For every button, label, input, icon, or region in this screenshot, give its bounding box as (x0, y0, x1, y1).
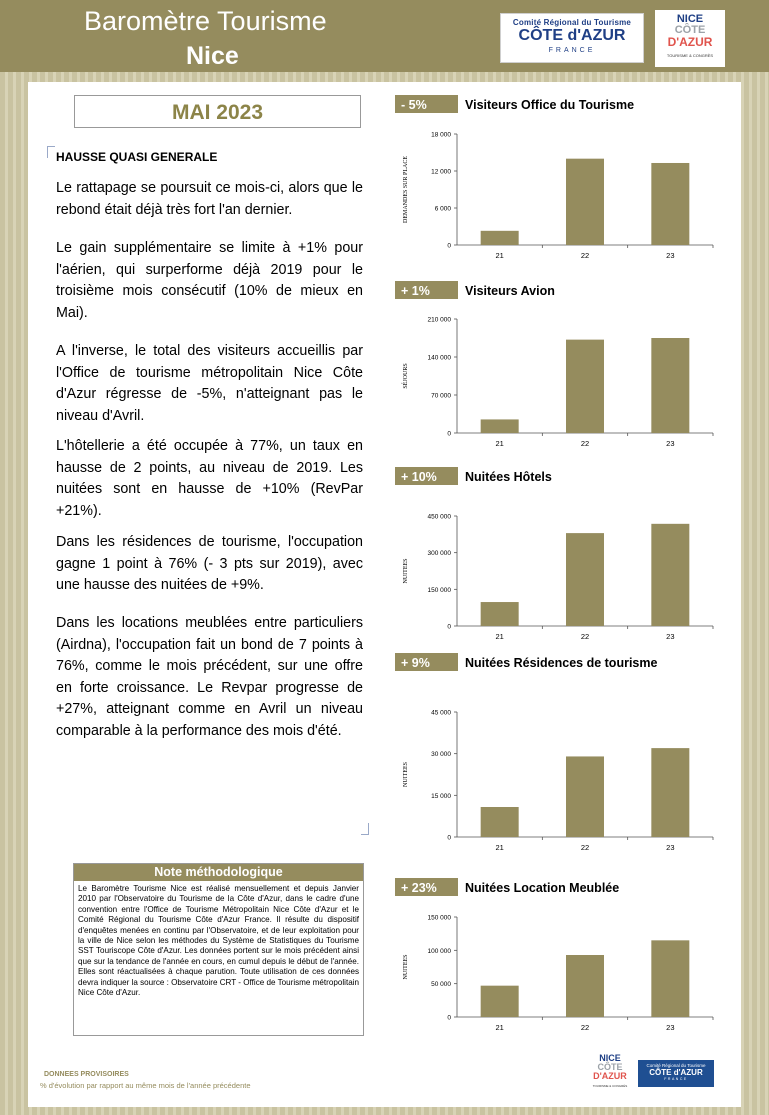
chart-title: Nuitées Hôtels (465, 470, 552, 484)
y-tick-label: 18 000 (431, 131, 451, 139)
nice-logo (655, 10, 725, 67)
article-paragraph: Le gain supplémentaire se limite à +1% pour l'aérien, qui surperforme déjà 2019 pour le troisième mois consécutif (10% de mieux en Mai). (56, 240, 363, 321)
bar (651, 163, 689, 245)
chart-svg (395, 280, 725, 454)
article-paragraph: L'hôtellerie a été occupée à 77%, un taux en hausse de 2 points, au niveau de 2019. Les nuitées sont en hausse de +10% (RevPar +21%). (56, 438, 363, 519)
crt-logo-line1: Comité Régional du Tourisme (512, 18, 632, 27)
bar (481, 231, 519, 245)
x-tick-label: 23 (666, 251, 675, 260)
chart-title: Nuitées Résidences de tourisme (465, 656, 658, 670)
x-tick-label: 22 (580, 251, 590, 260)
chart-badge: + 9% (401, 656, 430, 670)
bar (481, 986, 519, 1017)
y-tick-label: 6 000 (434, 205, 451, 213)
chart-badge: + 10% (401, 470, 437, 484)
chart-visiteurs-avion (395, 280, 725, 454)
nice-logo-small-line1: NICE (599, 1053, 621, 1063)
crt-logo-small-line2: CÔTE d'AZUR (649, 1068, 703, 1077)
chart-svg (395, 652, 725, 857)
y-axis-label: SÉJOURS (403, 363, 409, 389)
bracket-top-left (47, 146, 55, 158)
bar (566, 955, 604, 1017)
y-axis-label: NUITEES (403, 954, 409, 980)
provisional-data-label: DONNEES PROVISOIRES (44, 1071, 129, 1078)
crt-logo-line3: FRANCE (548, 47, 596, 54)
x-tick-label: 22 (580, 1023, 590, 1032)
nice-logo-small-line3: D'AZUR (593, 1071, 627, 1081)
article-paragraph: Le rattapage se poursuit ce mois-ci, alors que le rebond était déjà très fort l'an dernier. (56, 180, 363, 218)
bar (566, 159, 604, 245)
chart-badge: + 1% (401, 284, 430, 298)
chart-nuitees-location-meublee (395, 877, 725, 1037)
x-tick-label: 21 (495, 632, 504, 641)
nice-logo-line2: CÔTE (674, 24, 706, 36)
y-tick-label: 0 (447, 1014, 451, 1022)
bar (566, 756, 604, 837)
chart-badge: + 23% (401, 881, 437, 895)
chart-badge: - 5% (401, 98, 427, 112)
chart-title: Visiteurs Office du Tourisme (465, 98, 635, 112)
bar (651, 338, 689, 433)
y-tick-label: 0 (447, 834, 451, 842)
bar (566, 340, 604, 433)
x-tick-label: 21 (495, 439, 504, 448)
month-box (74, 95, 361, 128)
article-paragraph: Dans les résidences de tourisme, l'occupation gagne 1 point à 76% (- 3 pts sur 2019), avec une hausse des nuitées de +9%. (56, 534, 363, 593)
y-tick-label: 70 000 (431, 392, 451, 400)
chart-office-tourisme (395, 94, 725, 266)
chart-nuitees-residences (395, 652, 725, 857)
x-tick-label: 23 (666, 439, 675, 448)
crt-logo-small-line1: Comité Régional du Tourisme (646, 1063, 706, 1068)
header-title: Baromètre Tourisme (84, 6, 327, 36)
nice-logo-small (590, 1053, 630, 1095)
article-heading: HAUSSE QUASI GENERALE (56, 150, 218, 164)
x-tick-label: 21 (495, 843, 504, 852)
bar (481, 419, 519, 433)
x-tick-label: 21 (495, 251, 504, 260)
nice-logo-line4: TOURISME & CONGRÈS (666, 53, 714, 58)
x-tick-label: 23 (666, 1023, 675, 1032)
crt-logo (500, 13, 644, 63)
y-tick-label: 450 000 (427, 513, 451, 521)
bracket-bottom-right (361, 823, 369, 835)
y-tick-label: 50 000 (431, 981, 451, 989)
y-tick-label: 12 000 (431, 168, 451, 176)
x-tick-label: 21 (495, 1023, 504, 1032)
y-axis-label: DEMANDES SUR PLACE (403, 155, 409, 224)
bar (651, 748, 689, 837)
month-label: MAI 2023 (171, 101, 264, 124)
crt-logo-small (638, 1060, 714, 1087)
evolution-footnote: % d'évolution par rapport au même mois de l'année précédente (40, 1081, 251, 1090)
y-tick-label: 45 000 (431, 709, 451, 717)
methodology-note (73, 863, 364, 1036)
chart-title: Nuitées Location Meublée (465, 881, 620, 895)
y-tick-label: 0 (447, 623, 451, 631)
bar (566, 533, 604, 626)
chart-title: Visiteurs Avion (465, 284, 555, 298)
methodology-note-title: Note méthodologique (74, 864, 363, 881)
nice-logo-small-line4: TOURISME & CONGRÈS (592, 1084, 628, 1088)
y-tick-label: 15 000 (431, 792, 451, 800)
header-subtitle: Nice (186, 42, 239, 70)
y-tick-label: 0 (447, 430, 451, 438)
article-paragraph: Dans les locations meublées entre particuliers (Airdna), l'occupation fait un bond de 7 points à 76%, comme le mois précédent, sur une offre en forte croissance. Le Revpar progresse de +27%, atteignant comme en Avril un niveau comparable à la performance des mois d'été. (56, 615, 363, 739)
y-axis-label: NUITEES (403, 762, 409, 787)
article-paragraph: A l'inverse, le total des visiteurs accueillis par l'Office de tourisme métropolitain Nice Côte d'Azur régresse de -5%, n'atteignant pas le niveau d'Avril. (56, 343, 363, 424)
y-tick-label: 210 000 (427, 316, 451, 324)
x-tick-label: 23 (666, 632, 675, 641)
y-tick-label: 300 000 (427, 550, 451, 558)
nice-logo-line1: NICE (676, 13, 704, 25)
bar (651, 524, 689, 626)
crt-logo-small-line3: FRANCE (664, 1077, 688, 1081)
chart-svg (395, 466, 725, 646)
bar (651, 940, 689, 1017)
x-tick-label: 22 (580, 439, 590, 448)
y-tick-label: 100 000 (427, 947, 451, 955)
chart-nuitees-hotels (395, 466, 725, 646)
y-tick-label: 150 000 (427, 914, 451, 922)
x-tick-label: 22 (580, 632, 590, 641)
y-tick-label: 0 (447, 242, 451, 250)
methodology-note-body: Le Baromètre Tourisme Nice est réalisé mensuellement et depuis Janvier 2010 par l'Observatoire du Tourisme de la Côte d'Azur, dans le cadre d'une convention entre l'Office de Tourisme Métropolitain Nice Côte d'Azur et le Comité Régional du Tourisme Côte d'Azur France. Il résulte du dispositif d'enquêtes menées en continu par l'Observatoire, et de leur exploitation pour la ville de Nice selon les méthodes du Système de Statistiques du Tourisme SST Touriscope Côte d'Azur. Les données portent sur le mois précédent ainsi que sur la tendance de l'année en cours, en cumul depuis le début de l'année. Elles sont réactualisées à chaque parution. Toute utilisation de ces données devra indiquer la source : Observatoire CRT - Office de Tourisme métropolitain Nice Côte d'Azur. (78, 884, 360, 998)
y-tick-label: 140 000 (427, 354, 451, 362)
nice-logo-line3: D'AZUR (667, 35, 713, 49)
chart-svg (395, 94, 725, 266)
chart-svg (395, 877, 725, 1037)
y-axis-label: NUITEES (403, 558, 409, 584)
crt-logo-line2: CÔTE d'AZUR (518, 27, 626, 44)
bar (481, 602, 519, 626)
y-tick-label: 150 000 (427, 586, 451, 594)
x-tick-label: 22 (580, 843, 590, 852)
bar (481, 807, 519, 837)
header-banner (0, 0, 769, 72)
x-tick-label: 23 (666, 843, 675, 852)
y-tick-label: 30 000 (431, 751, 451, 759)
nice-logo-small-line2: CÔTE (597, 1062, 623, 1072)
